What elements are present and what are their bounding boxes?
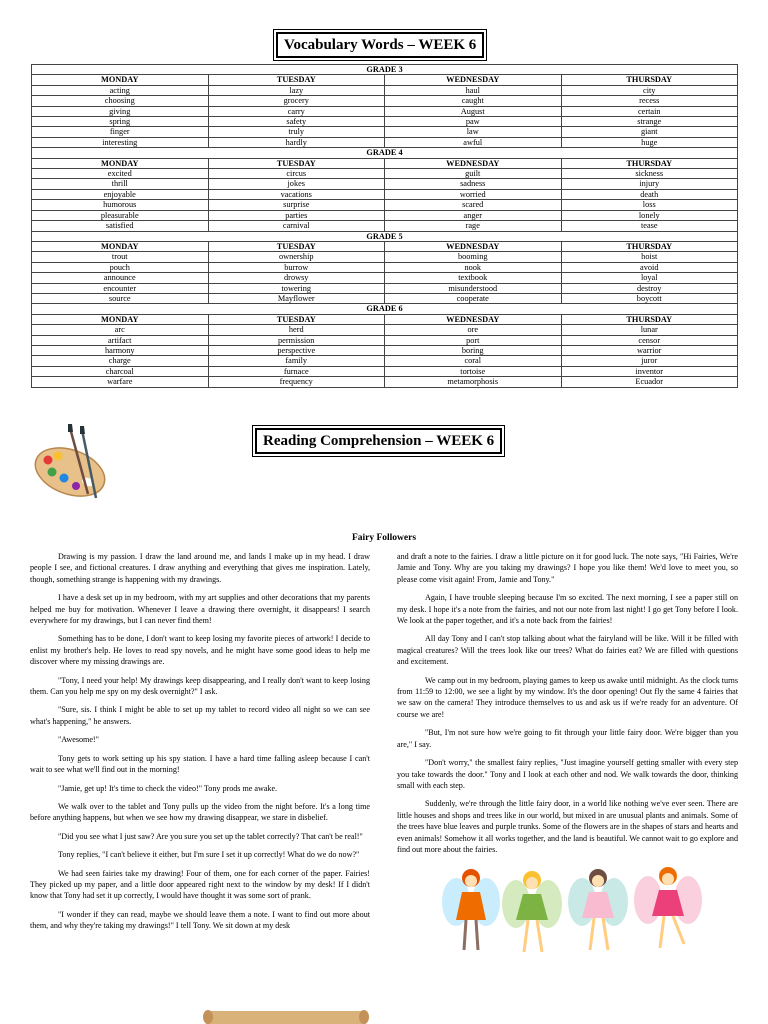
vocab-word: carnival — [208, 221, 385, 231]
story-title: Fairy Followers — [351, 533, 417, 543]
day-header: TUESDAY — [208, 158, 385, 168]
word-row — [32, 293, 738, 303]
vocab-word: pleasurable — [32, 210, 209, 220]
vocab-word: truly — [208, 127, 385, 137]
vocab-word: loss — [561, 200, 738, 210]
vocab-word: trout — [32, 252, 209, 262]
grade-label: GRADE 5 — [32, 231, 738, 241]
grade-header-row — [32, 65, 738, 75]
vocab-word: coral — [385, 356, 562, 366]
day-header: MONDAY — [32, 75, 209, 85]
vocab-word: warfare — [32, 377, 209, 387]
vocab-word: excited — [32, 169, 209, 179]
day-header-row — [32, 158, 738, 168]
vocab-word: ore — [385, 325, 562, 335]
day-header: WEDNESDAY — [385, 158, 562, 168]
day-header-row — [32, 75, 738, 85]
fairy-4 — [634, 867, 702, 948]
word-row — [32, 273, 738, 283]
vocab-table — [31, 64, 738, 388]
vocab-word: Mayflower — [208, 293, 385, 303]
day-header: THURSDAY — [561, 241, 738, 251]
vocab-word: vacations — [208, 189, 385, 199]
grade-header-row — [32, 231, 738, 241]
vocab-word: paw — [385, 117, 562, 127]
grade-label: GRADE 4 — [32, 148, 738, 158]
story-paragraph: "Jamie, get up! It's time to check the video!" Tony prods me awake. — [58, 783, 278, 793]
vocab-title: Vocabulary Words – WEEK 6 — [276, 32, 484, 58]
vocab-word: artifact — [32, 335, 209, 345]
story-paragraph: "Don't worry," the smallest fairy replies, "Just imagine yourself getting smaller with every step you take towards the door." Tony and I look at each other and nod. We walk towards the door, thinking small with each step. — [397, 758, 738, 790]
day-header: MONDAY — [32, 314, 209, 324]
vocab-word: frequency — [208, 377, 385, 387]
vocab-word: jokes — [208, 179, 385, 189]
vocab-word: family — [208, 356, 385, 366]
vocab-word: parties — [208, 210, 385, 220]
fairy-1 — [442, 869, 500, 950]
vocab-word: hoist — [561, 252, 738, 262]
day-header: MONDAY — [32, 158, 209, 168]
vocab-word: anger — [385, 210, 562, 220]
word-row — [32, 356, 738, 366]
word-row — [32, 200, 738, 210]
day-header: THURSDAY — [561, 75, 738, 85]
vocab-word: August — [385, 106, 562, 116]
grade-header-row — [32, 148, 738, 158]
story-paragraph: "Did you see what I just saw? Are you sure you set up the tablet correctly? That can't be real!" — [58, 831, 363, 841]
vocab-word: certain — [561, 106, 738, 116]
scroll-banner — [202, 1008, 370, 1024]
vocab-word: acting — [32, 85, 209, 95]
vocab-word: worried — [385, 189, 562, 199]
vocab-word: safety — [208, 117, 385, 127]
vocab-word: perspective — [208, 345, 385, 355]
vocab-word: sadness — [385, 179, 562, 189]
vocab-word: censor — [561, 335, 738, 345]
word-row — [32, 85, 738, 95]
story-paragraph: "But, I'm not sure how we're going to fit through your little fairy door. We're bigger than you are," I say. — [397, 728, 738, 749]
vocab-word: arc — [32, 325, 209, 335]
vocab-word: port — [385, 335, 562, 345]
vocab-word: burrow — [208, 262, 385, 272]
word-row — [32, 335, 738, 345]
fairy-3 — [568, 869, 628, 950]
day-header: WEDNESDAY — [385, 314, 562, 324]
vocab-word: haul — [385, 85, 562, 95]
vocab-word: source — [32, 293, 209, 303]
vocab-word: carry — [208, 106, 385, 116]
vocab-word: huge — [561, 137, 738, 147]
day-header: THURSDAY — [561, 158, 738, 168]
vocab-word: misunderstood — [385, 283, 562, 293]
vocab-word: death — [561, 189, 738, 199]
vocab-word: destroy — [561, 283, 738, 293]
day-header: TUESDAY — [208, 314, 385, 324]
day-header: TUESDAY — [208, 75, 385, 85]
grade-header-row — [32, 304, 738, 314]
word-row — [32, 377, 738, 387]
vocab-word: furnace — [208, 366, 385, 376]
vocab-word: circus — [208, 169, 385, 179]
vocab-word: pouch — [32, 262, 209, 272]
story-paragraph: I have a desk set up in my bedroom, with my art supplies and other decorations that my parents helped me buy for motivation. Whenever I leave a drawing there overnight, it disappears! I search everywhere for my drawings, but I can never find them! — [30, 593, 370, 626]
vocab-word: satisfied — [32, 221, 209, 231]
story-paragraph: Again, I have trouble sleeping because I'm so excited. The next morning, I see a paper still on my desk. I hope it's a note from the fairies, and not our note from last night! I go get Tony before I look. We look at the paper together, and it's a note back from the fairies! — [397, 593, 738, 626]
story-paragraph: All day Tony and I can't stop talking about what the fairyland will be like. Will it be filled with magical creatures? Will the trees look like our trees? What do fairies eat? We are filled with questions and excitement. — [397, 634, 738, 667]
story-paragraph: Suddenly, we're through the little fairy door, in a world like nothing we've ever seen. There are little houses and shops and trees like in our world, but mixed in are unusual plants and animals. Some of the trees have blue leaves and purple trunks. Some of the flowers are in the shapes of stars and hearts and even animals! Somehow it all works together, and the land is beautiful. We cannot wait to go explore and find out more about the fairies. — [397, 799, 738, 854]
story-paragraph: Drawing is my passion. I draw the land around me, and lands I make up in my head. I draw people I see, and fictional creatures. I draw anything and everything that gives me inspiration. Lately, though, something strange is happening with my drawings. — [30, 552, 370, 584]
vocab-word: guilt — [385, 169, 562, 179]
word-row — [32, 96, 738, 106]
fairy-2 — [502, 871, 562, 952]
day-header-row — [32, 314, 738, 324]
grade-label: GRADE 3 — [32, 65, 738, 75]
vocab-word: interesting — [32, 137, 209, 147]
vocab-word: boycott — [561, 293, 738, 303]
vocab-word: choosing — [32, 96, 209, 106]
word-row — [32, 283, 738, 293]
vocab-word: metamorphosis — [385, 377, 562, 387]
story-paragraph: We camp out in my bedroom, playing games to keep us awake until midnight. As the clock turns from 11:59 to 12:00, we see a light by my window. It's the door opening! Out fly the same 4 fairies that we saw on the camera! They introduce themselves to us and ask us if we're ready for an adventure. Of course we are! — [397, 675, 738, 719]
vocab-word: rage — [385, 221, 562, 231]
grade-label: GRADE 6 — [32, 304, 738, 314]
vocab-word: lonely — [561, 210, 738, 220]
vocab-word: Ecuador — [561, 377, 738, 387]
vocab-word: strange — [561, 117, 738, 127]
vocab-word: charge — [32, 356, 209, 366]
word-row — [32, 179, 738, 189]
day-header: MONDAY — [32, 241, 209, 251]
fairies-illustration — [438, 862, 718, 962]
word-row — [32, 252, 738, 262]
vocab-word: tortoise — [385, 366, 562, 376]
vocab-word: giant — [561, 127, 738, 137]
story-paragraph: "Sure, sis. I think I might be able to set up my tablet to record video all night so we can see what's happening," he answers. — [30, 705, 370, 726]
vocab-word: towering — [208, 283, 385, 293]
vocab-word: finger — [32, 127, 209, 137]
vocab-word: ownership — [208, 252, 385, 262]
vocab-word: lazy — [208, 85, 385, 95]
vocab-word: giving — [32, 106, 209, 116]
vocab-word: juror — [561, 356, 738, 366]
vocab-word: humorous — [32, 200, 209, 210]
paint-palette-icon — [30, 422, 112, 502]
vocab-word: caught — [385, 96, 562, 106]
word-row — [32, 262, 738, 272]
reading-title: Reading Comprehension – WEEK 6 — [255, 428, 502, 454]
vocab-word: booming — [385, 252, 562, 262]
word-row — [32, 137, 738, 147]
vocab-word: inventor — [561, 366, 738, 376]
vocab-word: loyal — [561, 273, 738, 283]
word-row — [32, 169, 738, 179]
story-paragraph: We had seen fairies take my drawing! Four of them, one for each corner of the paper. Fairies! They picked up my paper, and a little door appeared right next to the window by my desk! If I didn't know that Tony had set it up correctly, I would have thought it was some sort of prank. — [30, 868, 370, 901]
vocab-word: charcoal — [32, 366, 209, 376]
vocab-word: injury — [561, 179, 738, 189]
vocab-word: announce — [32, 273, 209, 283]
vocab-word: textbook — [385, 273, 562, 283]
vocab-word: sickness — [561, 169, 738, 179]
word-row — [32, 189, 738, 199]
vocab-word: permission — [208, 335, 385, 345]
vocab-word: recess — [561, 96, 738, 106]
story-paragraph: "Awesome!" — [58, 735, 99, 745]
vocab-word: law — [385, 127, 562, 137]
story-paragraph: "I wonder if they can read, maybe we should leave them a note. I want to find out more about them, and why they're taking my drawings!" I tell Tony. We sit down at my desk — [30, 909, 370, 931]
vocab-word: spring — [32, 117, 209, 127]
story-right-column — [397, 551, 738, 862]
vocab-word: city — [561, 85, 738, 95]
vocab-word: hardly — [208, 137, 385, 147]
day-header-row — [32, 241, 738, 251]
vocab-word: drowsy — [208, 273, 385, 283]
vocab-word: encounter — [32, 283, 209, 293]
day-header: WEDNESDAY — [385, 241, 562, 251]
word-row — [32, 127, 738, 137]
vocab-word: cooperate — [385, 293, 562, 303]
day-header: THURSDAY — [561, 314, 738, 324]
story-paragraph: and draft a note to the fairies. I draw a little picture on it for good luck. The note says, "Hi Fairies, We're Jamie and Tony. Why are you taking my drawings? I hope you like them! We'd love to meet you, so please come visit again! From, Jamie and Tony." — [397, 552, 738, 584]
story-paragraph: "Tony, I need your help! My drawings keep disappearing, and I really don't want to keep losing them. Can you help me spy on my desk overnight?" I ask. — [30, 675, 370, 697]
vocab-word: grocery — [208, 96, 385, 106]
vocab-word: surprise — [208, 200, 385, 210]
vocab-word: awful — [385, 137, 562, 147]
word-row — [32, 221, 738, 231]
story-paragraph: Tony gets to work setting up his spy station. I have a hard time falling asleep because I can't wait to see what we'll find out in the morning! — [30, 753, 370, 775]
word-row — [32, 106, 738, 116]
story-left-column — [30, 551, 370, 939]
vocab-word: enjoyable — [32, 189, 209, 199]
word-row — [32, 325, 738, 335]
vocab-word: nook — [385, 262, 562, 272]
day-header: WEDNESDAY — [385, 75, 562, 85]
word-row — [32, 345, 738, 355]
vocab-word: herd — [208, 325, 385, 335]
vocab-word: avoid — [561, 262, 738, 272]
vocab-word: harmony — [32, 345, 209, 355]
vocab-word: tease — [561, 221, 738, 231]
vocab-word: scared — [385, 200, 562, 210]
story-paragraph: Tony replies, "I can't believe it either, but I'm sure I set it up correctly! What do we do now?" — [58, 850, 360, 860]
word-row — [32, 117, 738, 127]
story-paragraph: Something has to be done, I don't want to keep losing my favorite pieces of artwork! I decide to enlist my brother's help. He loves to read spy novels, and he might have some good ideas to help me discover where my missing drawings are. — [30, 634, 370, 667]
vocab-word: boring — [385, 345, 562, 355]
vocab-word: lunar — [561, 325, 738, 335]
day-header: TUESDAY — [208, 241, 385, 251]
vocab-word: warrior — [561, 345, 738, 355]
vocab-word: thrill — [32, 179, 209, 189]
story-paragraph: We walk over to the tablet and Tony pulls up the video from the night before. It's a long time before anything happens, but when we see how my drawing disappear, we stare in disbelief. — [30, 801, 370, 823]
word-row — [32, 366, 738, 376]
word-row — [32, 210, 738, 220]
